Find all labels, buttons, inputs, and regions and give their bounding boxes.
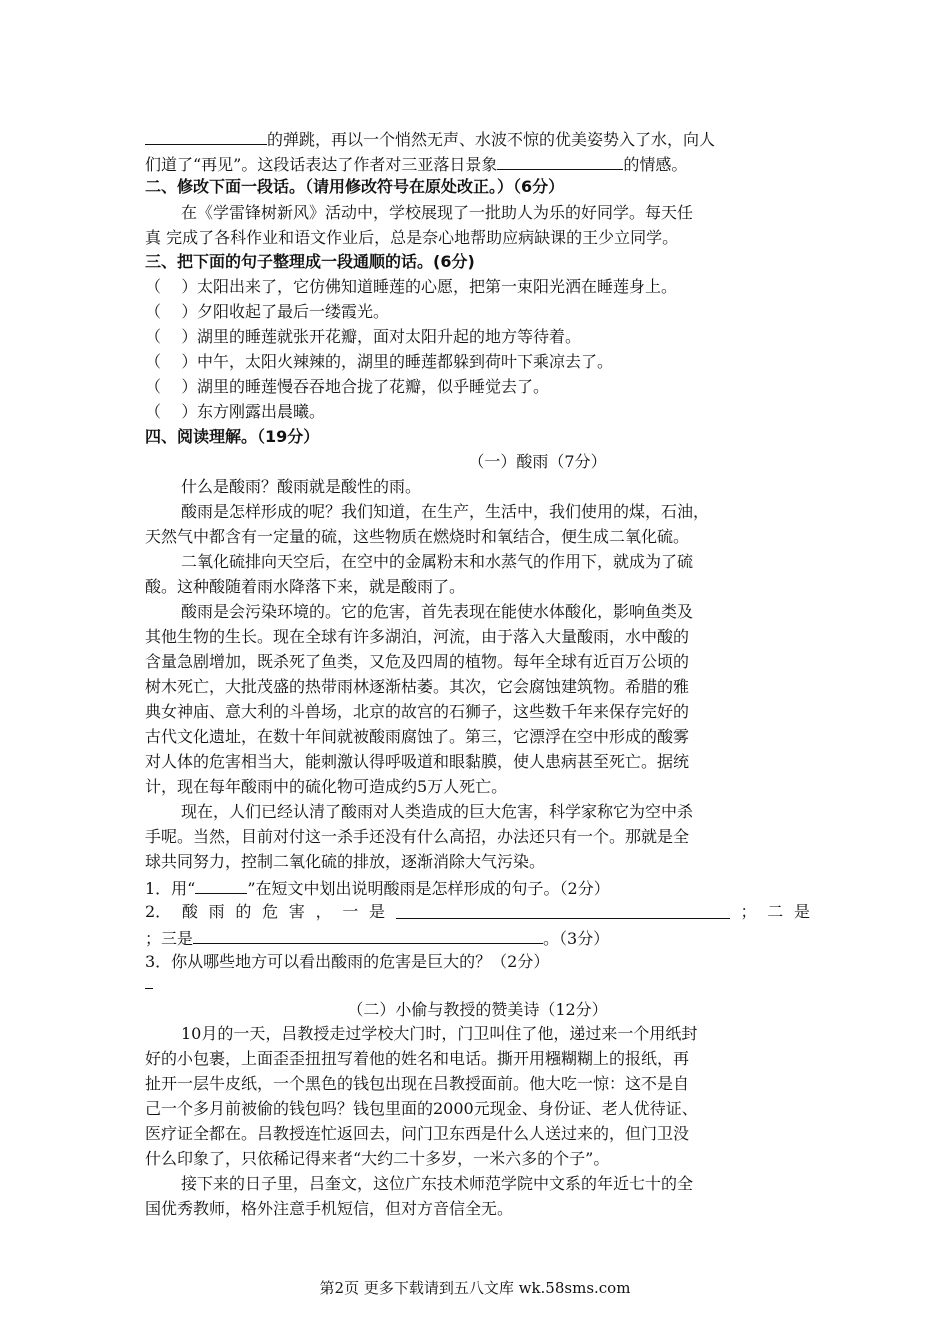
answer-blank[interactable] [195, 875, 247, 894]
section-2-line: 在《学雷锋树新风》活动中，学校展现了一批助人为乐的好同学。每天任 [181, 203, 694, 222]
order-parenthesis[interactable]: （ ） [145, 277, 198, 296]
answer-blank[interactable] [497, 151, 623, 170]
passage-line: 树木死亡，大批茂盛的热带雨林逐渐枯萎。其次，它会腐蚀建筑物。希腊的雅 [145, 677, 690, 696]
ordering-item: （ ）夕阳收起了最后一缕霞光。 [145, 300, 810, 324]
passage-line: 国优秀教师，格外注意手机短信，但对方音信全无。 [145, 1199, 514, 1218]
question-3: 3．你从哪些地方可以看出酸雨的危害是巨大的？（2分） [145, 952, 550, 971]
passage-line: 医疗证全都在。吕教授连忙返回去，问门卫东西是什么人送过来的，但门卫没 [145, 1124, 690, 1143]
ordering-item: （ ）东方刚露出晨曦。 [145, 400, 810, 424]
passage-line: 对人体的危害相当大，能刺激认得呼吸道和眼黏膜，使人患病甚至死亡。据统 [145, 752, 690, 771]
passage-line: 什么印象了，只依稀记得来者“大约二十多岁，一米六多的个子”。 [145, 1149, 610, 1168]
order-parenthesis[interactable]: （ ） [145, 402, 198, 421]
passage-line: 天然气中都含有一定量的硫，这些物质在燃烧时和氧结合，便生成二氧化硫。 [145, 527, 690, 546]
passage-line: 球共同努力，控制二氧化硫的排放，逐渐消除大气污染。 [145, 852, 546, 871]
passage-line: 己一个多月前被偷的钱包吗？钱包里面的2000元现金、身份证、老人优待证、 [145, 1099, 698, 1118]
order-parenthesis[interactable]: （ ） [145, 327, 198, 346]
passage-line: 酸雨是会污染环境的。它的危害，首先表现在能使水体酸化，影响鱼类及 [181, 602, 694, 621]
section-2-line: 真 完成了各科作业和语文作业后，总是奈心地帮助应病缺课的王少立同学。 [145, 228, 679, 247]
passage-line: 扯开一层牛皮纸，一个黑色的钱包出现在吕教授面前。他大吃一惊：这不是自 [145, 1074, 690, 1093]
passage-line: 古代文化遗址，在数十年间就被酸雨腐蚀了。第三，它漂浮在空中形成的酸雾 [145, 727, 690, 746]
answer-line-stub[interactable] [145, 988, 153, 989]
section-3-heading: 三、把下面的句子整理成一段通顺的话。(6分) [145, 252, 475, 271]
question-2: 2． 酸 雨 的 危 害 ， 一 是 ； 二 是 [145, 902, 810, 921]
passage-line: 含量急剧增加，既杀死了鱼类，又危及四周的植物。每年全球有近百万公顷的 [145, 652, 690, 671]
passage-line: 接下来的日子里，吕奎文，这位广东技术师范学院中文系的年近七十的全 [181, 1174, 694, 1193]
passage-2-title: （二）小偷与教授的赞美诗（12分） [347, 1000, 608, 1019]
passage-line: 什么是酸雨？酸雨就是酸性的雨。 [181, 477, 422, 496]
answer-blank[interactable] [396, 900, 730, 919]
passage-line: 其他生物的生长。现在全球有许多湖泊，河流，由于落入大量酸雨，水中酸的 [145, 627, 690, 646]
passage-line: 酸雨是怎样形成的呢？我们知道，在生产，生活中，我们使用的煤，石油， [181, 502, 710, 521]
ordering-item: （ ）湖里的睡莲就张开花瓣，面对太阳升起的地方等待着。 [145, 325, 810, 349]
question-2-line-2: ；三是 。（3分） [145, 925, 810, 949]
question-1: 1．用“ ”在短文中划出说明酸雨是怎样形成的句子。（2分） [145, 875, 810, 899]
ordering-item: （ ）湖里的睡莲慢吞吞地合拢了花瓣，似乎睡觉去了。 [145, 375, 810, 399]
passage-line: 二氧化硫排向天空后，在空中的金属粉末和水蒸气的作用下，就成为了硫 [181, 552, 694, 571]
passage-line: 典女神庙、意大利的斗兽场，北京的故宫的石狮子，这些数千年来保存完好的 [145, 702, 690, 721]
page-footer: 第2页 更多下载请到五八文库 wk.58sms.com [319, 1279, 631, 1297]
order-parenthesis[interactable]: （ ） [145, 377, 198, 396]
section-2-heading: 二、修改下面一段话。（请用修改符号在原处改正。）（6分） [145, 177, 565, 196]
order-parenthesis[interactable]: （ ） [145, 302, 198, 321]
intro-line-2: 们道了“再见”。这段话表达了作者对三亚落日景象 的情感。 [145, 151, 810, 175]
passage-line: 计，现在每年酸雨中的硫化物可造成约5万人死亡。 [145, 777, 508, 796]
passage-line: 酸。这种酸随着雨水降落下来，就是酸雨了。 [145, 577, 466, 596]
passage-line: 10月的一天，吕教授走过学校大门时，门卫叫住了他，递过来一个用纸封 [181, 1024, 698, 1043]
ordering-item: （ ）太阳出来了，它仿佛知道睡莲的心愿，把第一束阳光洒在睡莲身上。 [145, 275, 810, 299]
passage-line: 好的小包裹，上面歪歪扭扭写着他的姓名和电话。撕开用糨糊糊上的报纸，再 [145, 1049, 690, 1068]
order-parenthesis[interactable]: （ ） [145, 352, 198, 371]
passage-1-title: （一）酸雨（7分） [468, 452, 607, 471]
section-4-heading: 四、阅读理解。（19分） [145, 427, 320, 446]
passage-line: 现在，人们已经认清了酸雨对人类造成的巨大危害，科学家称它为空中杀 [181, 802, 694, 821]
ordering-item: （ ）中午，太阳火辣辣的，湖里的睡莲都躲到荷叶下乘凉去了。 [145, 350, 810, 374]
passage-line: 手呢。当然，目前对付这一杀手还没有什么高招，办法还只有一个。那就是全 [145, 827, 690, 846]
answer-blank[interactable] [193, 925, 543, 944]
intro-line-1: 的弹跳，再以一个悄然无声、水波不惊的优美姿势入了水，向人 [145, 126, 810, 150]
answer-blank[interactable] [145, 126, 267, 145]
